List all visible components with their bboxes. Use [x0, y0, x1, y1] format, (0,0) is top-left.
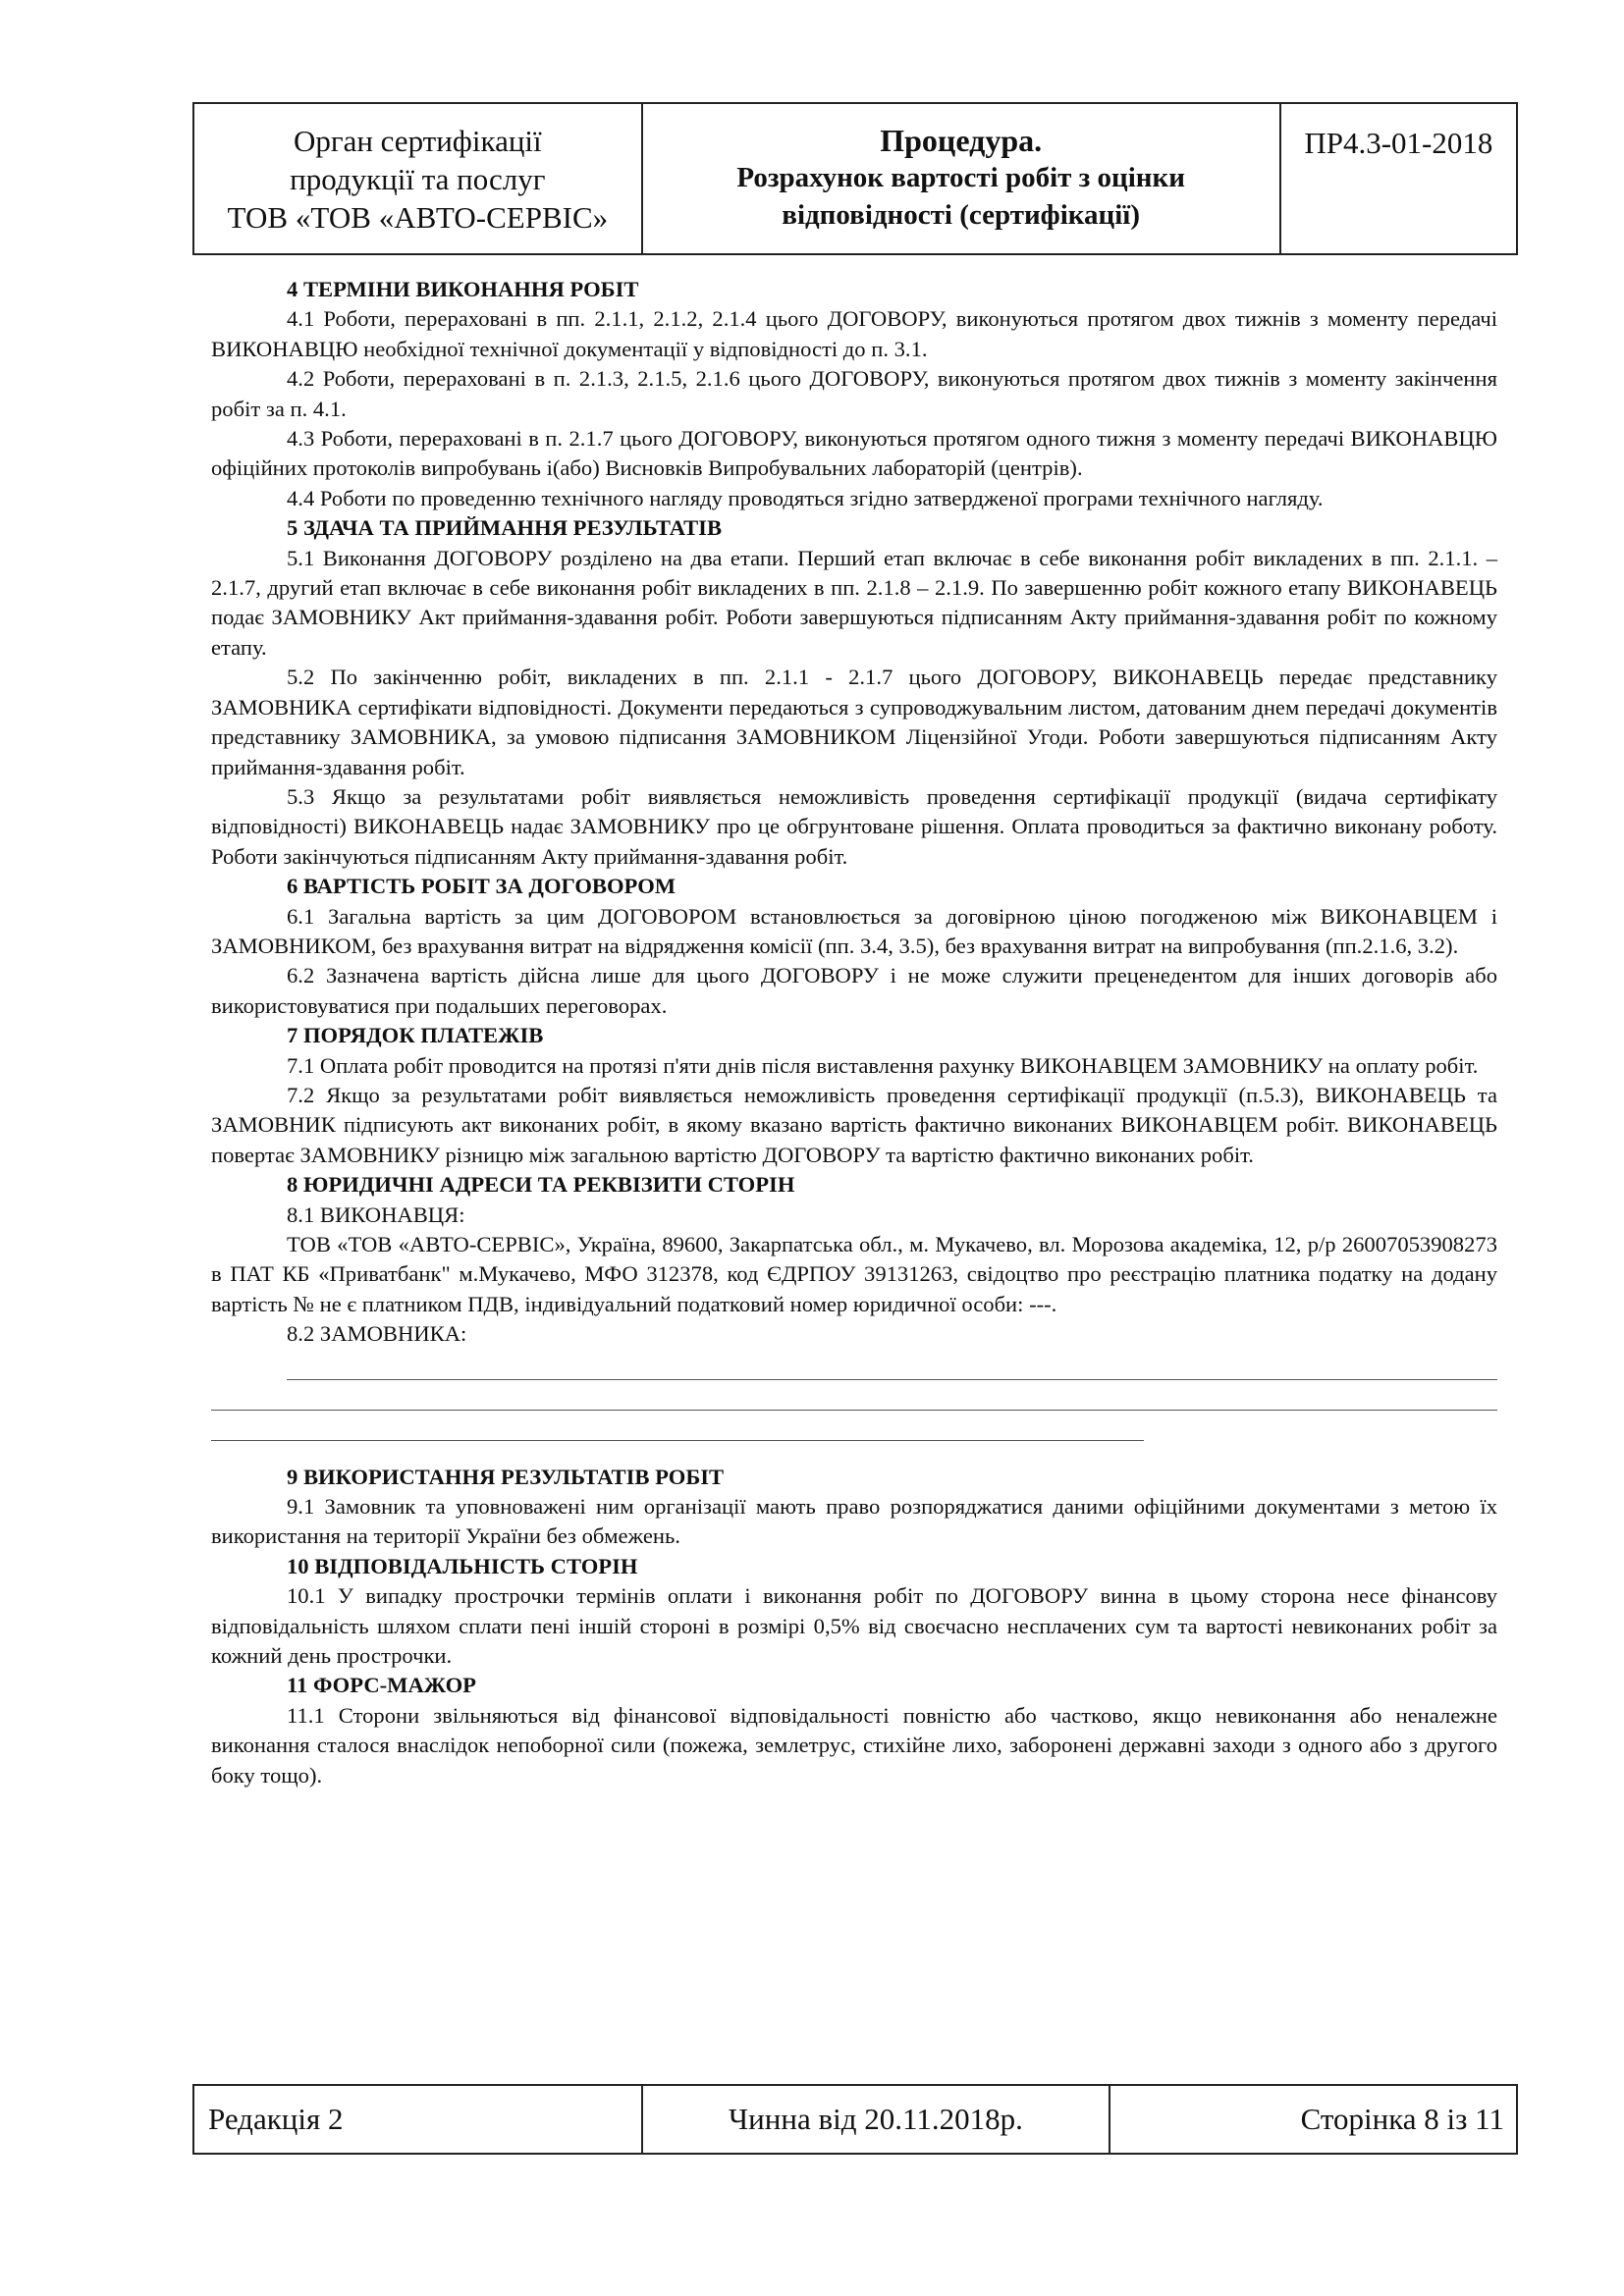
footer-page-number: Сторінка 8 із 11	[1300, 2102, 1504, 2136]
header-organization	[194, 104, 643, 253]
section-title-4: 4 ТЕРМІНИ ВИКОНАННЯ РОБІТ	[287, 277, 639, 301]
document-body	[211, 275, 1497, 1790]
section-title-11: 11 ФОРС-МАЖОР	[287, 1673, 476, 1698]
paragraph-4-2: 4.2 Роботи, перераховані в п. 2.1.3, 2.1.5, 2.1.6 цього ДОГОВОРУ, виконуються протягом двох тижнів з моменту закінчення робіт за п. 4.1.	[211, 366, 1497, 421]
footer-valid-from: Чинна від 20.11.2018р.	[643, 2086, 1111, 2153]
header-procedure	[643, 104, 1281, 253]
section-title-6: 6 ВАРТІСТЬ РОБІТ ЗА ДОГОВОРОМ	[287, 874, 677, 899]
paragraph-6-1: 6.1 Загальна вартість за цим ДОГОВОРОМ встановлюється за договірною ціною погодженою між ВИКОНАВЦЕМ і ЗАМОВНИКОМ, без врахування витрат на відрядження комісії (пп. 3.4, 3.5), без врахування витрат на випробування (пп.2.1.6, 3.2).	[211, 903, 1497, 958]
section-title-7: 7 ПОРЯДОК ПЛАТЕЖІВ	[287, 1023, 544, 1048]
paragraph-11-1: 11.1 Сторони звільняються від фінансової відповідальності повністю або частково, якщо невиконання або неналежне виконання сталося внаслідок непоборної сили (пожежа, землетрус, стихійне лихо, заборонені державні заходи з одного або з другого боку тощо).	[211, 1702, 1497, 1788]
header-doc-code	[1281, 104, 1516, 253]
document-footer	[192, 2084, 1518, 2155]
footer-edition: Редакція 2	[194, 2086, 643, 2153]
paragraph-7-1: 7.1 Оплата робіт проводится на протязі п'яти днів після виставлення рахунку ВИКОНАВЦЕМ ЗАМОВНИКУ на оплату робіт.	[287, 1052, 1479, 1078]
paragraph-9-1: 9.1 Замовник та уповноважені ним організації мають право розпоряджатися даними офіційними документами з метою їх використання на території України без обмежень.	[211, 1494, 1497, 1549]
org-line-1: Орган сертифікації	[293, 124, 542, 158]
org-line-2: продукції та послуг	[290, 162, 546, 196]
blank-line-1	[287, 1350, 1497, 1380]
paragraph-5-3: 5.3 Якщо за результатами робіт виявляється неможливість проведення сертифікації продукції (видача сертифікату відповідності) ВИКОНАВЕЦЬ надає ЗАМОВНИКУ про це обгрунтоване рішення. Оплата проводиться за фактично виконану роботу. Роботи закінчуються підписанням Акту приймання-здавання робіт.	[211, 783, 1497, 869]
paragraph-8-1-details: ТОВ «ТОВ «АВТО-СЕРВІС», Україна, 89600, Закарпатська обл., м. Мукачево, вл. Морозова академіка, 12, р/р 26007053908273 в ПАТ КБ «Приватбанк" м.Мукачево, МФО 312378, код ЄДРПОУ 39131263, свідоцтво про реєстрацію платника податку на додану вартість № не є платником ПДВ, індивідуальний податковий номер юридичної особи: ---.	[211, 1232, 1497, 1316]
procedure-line-3: відповідності (сертифікації)	[782, 199, 1141, 231]
paragraph-5-2: 5.2 По закінченню робіт, викладених в пп. 2.1.1 - 2.1.7 цього ДОГОВОРУ, ВИКОНАВЕЦЬ передає представнику ЗАМОВНИКА сертифікати відповідності. Документи передаються з супроводжувальним листом, датованим днем передачі документів представнику ЗАМОВНИКА, за умовою підписання ЗАМОВНИКОМ Ліцензійної Угоди. Роботи завершуються підписанням Акту приймання-здавання робіт.	[211, 665, 1497, 779]
paragraph-8-1-label: 8.1 ВИКОНАВЦЯ:	[287, 1201, 465, 1227]
paragraph-8-2-label: 8.2 ЗАМОВНИКА:	[287, 1321, 467, 1347]
paragraph-4-3: 4.3 Роботи, перераховані в п. 2.1.7 цього ДОГОВОРУ, виконуються протягом одного тижня з моменту передачі ВИКОНАВЦЮ офіційних протоколів випробувань і(або) Висновків Випробувальних лабораторій (центрів).	[211, 426, 1497, 481]
procedure-title: Процедура.	[880, 123, 1043, 158]
section-title-8: 8 ЮРИДИЧНІ АДРЕСИ ТА РЕКВІЗИТИ СТОРІН	[287, 1172, 795, 1198]
procedure-line-2: Розрахунок вартості робіт з оцінки	[736, 162, 1185, 193]
section-title-5: 5 ЗДАЧА ТА ПРИЙМАННЯ РЕЗУЛЬТАТІВ	[287, 515, 723, 541]
section-title-9: 9 ВИКОРИСТАННЯ РЕЗУЛЬТАТІВ РОБІТ	[287, 1464, 725, 1489]
paragraph-6-2: 6.2 Зазначена вартість дійсна лише для цього ДОГОВОРУ і не може служити преценедентом для інших договорів або використовуватися при подальших переговорах.	[211, 963, 1497, 1018]
paragraph-7-2: 7.2 Якщо за результатами робіт виявляється неможливість проведення сертифікації продукції (п.5.3), ВИКОНАВЕЦЬ та ЗАМОВНИК підписують акт виконаних робіт, в якому вказано вартість фактично виконаних ВИКОНАВЦЕМ робіт. ВИКОНАВЕЦЬ повертає ЗАМОВНИКУ різницю між загальною вартістю ДОГОВОРУ та вартістю фактично виконаних робіт.	[211, 1082, 1497, 1167]
doc-code: ПР4.3-01-2018	[1304, 126, 1493, 160]
paragraph-4-4: 4.4 Роботи по проведенню технічного нагляду проводяться згідно затвердженої програми технічного нагляду.	[287, 485, 1324, 510]
paragraph-10-1: 10.1 У випадку прострочки термінів оплати і виконання робіт по ДОГОВОРУ винна в цьому сторона несе фінансову відповідальність шляхом сплати пені іншій стороні в розмірі 0,5% від своєчасно несплачених сум та вартості невиконаних робіт за кожний день прострочки.	[211, 1583, 1497, 1669]
org-line-3: ТОВ «ТОВ «АВТО-СЕРВІС»	[227, 200, 609, 235]
paragraph-4-1: 4.1 Роботи, перераховані в пп. 2.1.1, 2.1.2, 2.1.4 цього ДОГОВОРУ, виконуються протягом двох тижнів з моменту передачі ВИКОНАВЦЮ необхідної технічної документації у відповідності до п. 3.1.	[211, 306, 1497, 361]
paragraph-5-1: 5.1 Виконання ДОГОВОРУ розділено на два етапи. Перший етап включає в себе виконання робіт викладених в пп. 2.1.1. – 2.1.7, другий етап включає в себе виконання робіт викладених в пп. 2.1.8 – 2.1.9. По завершенню робіт кожного етапу ВИКОНАВЕЦЬ подає ЗАМОВНИКУ Акт приймання-здавання робіт. Роботи завершуються підписанням Акту приймання-здавання робіт по кожному етапу.	[211, 545, 1497, 660]
blank-line-3	[211, 1411, 1144, 1441]
blank-line-2	[211, 1380, 1497, 1411]
document-header	[192, 102, 1518, 255]
section-title-10: 10 ВІДПОВІДАЛЬНІСТЬ СТОРІН	[287, 1553, 638, 1578]
